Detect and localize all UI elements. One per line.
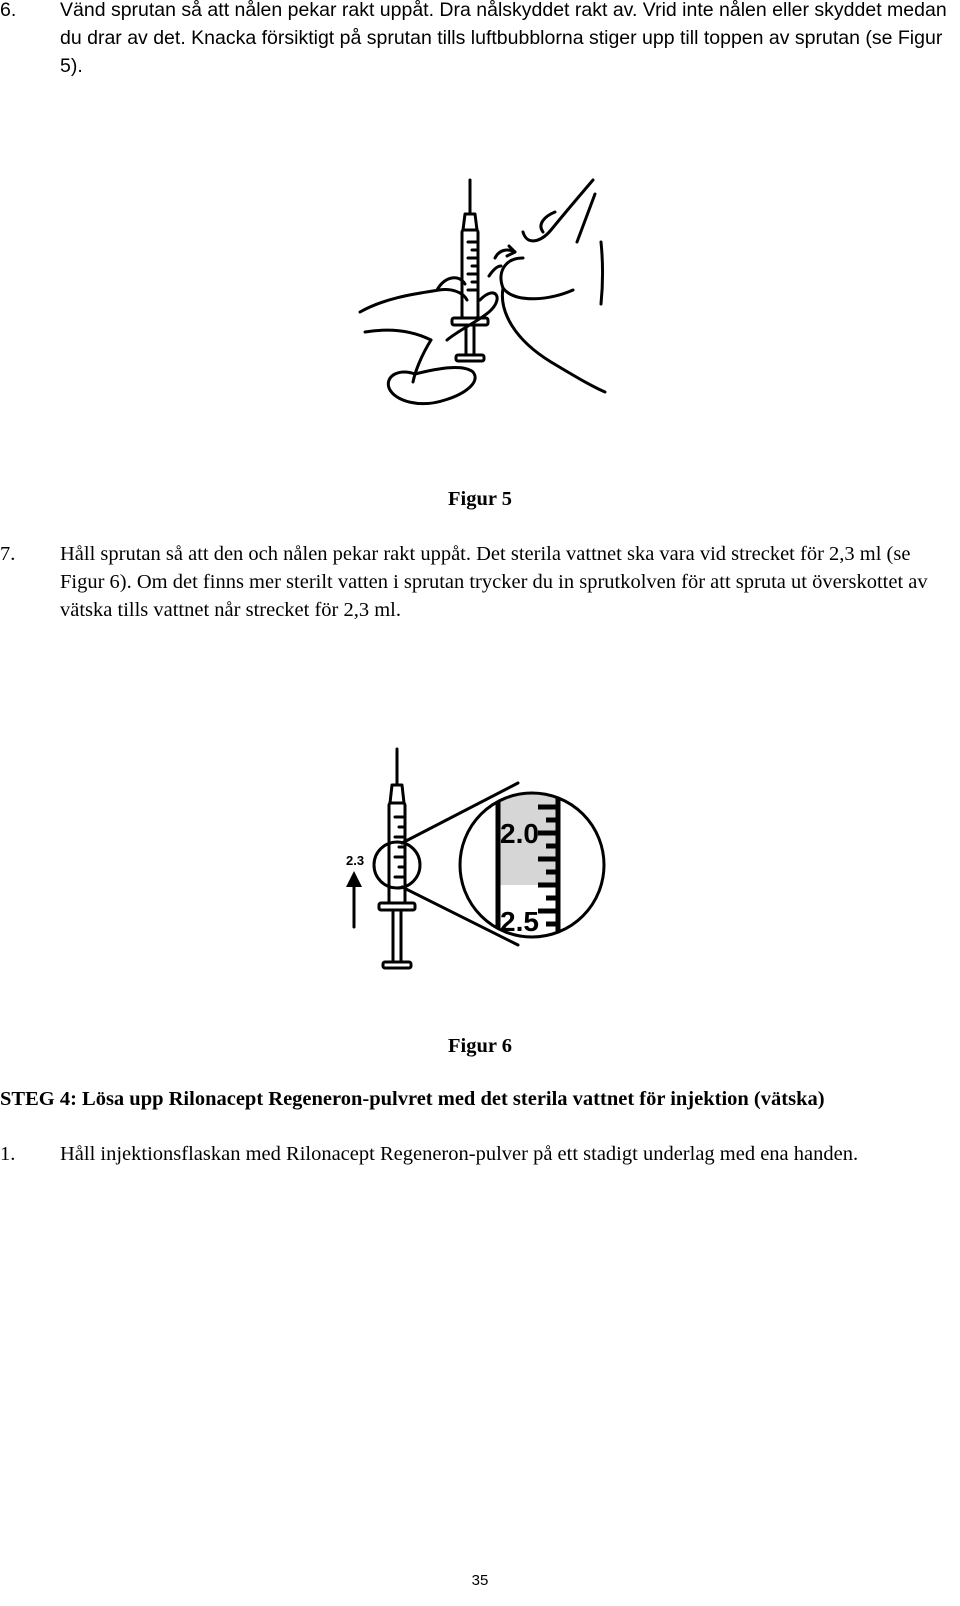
step-7-number: 7.	[0, 543, 16, 565]
syringe-tapping-illustration	[360, 180, 605, 404]
steg4-item-1-number: 1.	[0, 1143, 16, 1165]
scale-label-2-0: 2.0	[500, 818, 539, 849]
step-7	[0, 540, 950, 624]
arrow-label-2-3: 2.3	[346, 853, 365, 868]
figure-5-caption: Figur 5	[448, 488, 512, 510]
steg4-item-1	[0, 1140, 950, 1168]
figure-5-illustration	[355, 172, 610, 412]
figure-6-illustration	[340, 745, 610, 975]
step-6-text: Vänd sprutan så att nålen pekar rakt uppåt. Dra nålskyddet rakt av. Vrid inte nålen eller skyddet medan du drar av det. Knacka försiktigt på sprutan tills luftbubblorna stiger upp till toppen av sprutan (se Figur 5).	[60, 0, 947, 77]
step-4-heading: STEG 4: Lösa upp Rilonacept Regeneron-pulvret med det sterila vattnet för injektion (vätska)	[0, 1088, 825, 1110]
syringe-scale-magnified-illustration	[346, 749, 604, 968]
page-number: 35	[471, 1572, 489, 1589]
scale-label-2-5: 2.5	[500, 906, 539, 937]
step-6	[0, 0, 950, 80]
figure-6-caption: Figur 6	[448, 1035, 512, 1057]
steg4-item-1-text: Håll injektionsflaskan med Rilonacept Regeneron-pulver på ett stadigt underlag med ena handen.	[60, 1143, 859, 1165]
step-6-number: 6.	[0, 0, 17, 21]
step-7-text: Håll sprutan så att den och nålen pekar rakt uppåt. Det sterila vattnet ska vara vid strecket för 2,3 ml (se Figur 6). Om det finns mer sterilt vatten i sprutan trycker du in sprutkolven för att spruta ut överskottet av vätska tills vattnet når strecket för 2,3 ml.	[60, 543, 928, 621]
